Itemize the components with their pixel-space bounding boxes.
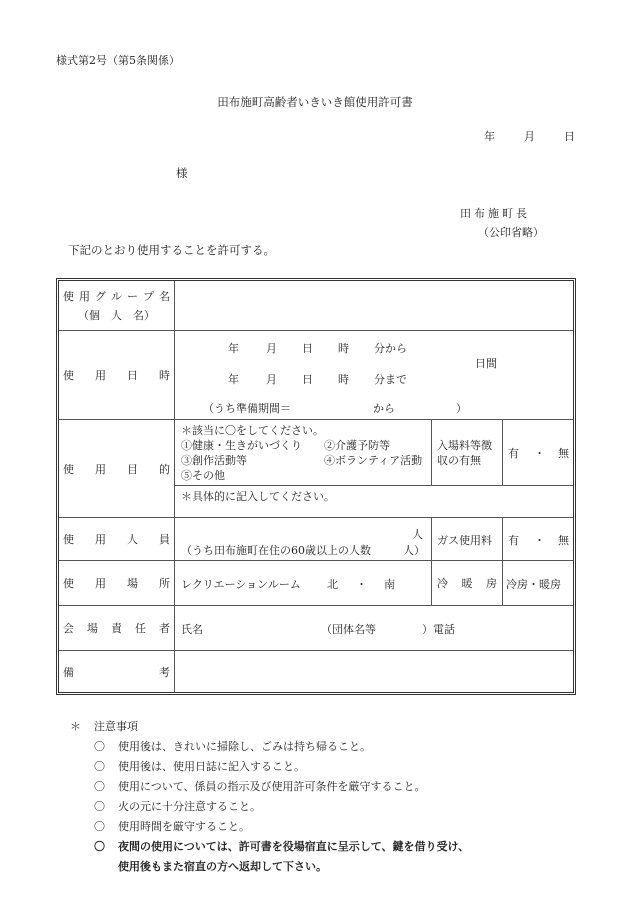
location-north: 北 [327, 578, 338, 591]
label-users: 使 用 人 員 [59, 518, 175, 560]
permit-table [56, 278, 576, 695]
note-item: 〇 使用後は、きれいに掃除し、ごみは持ち帰ること。 [94, 740, 371, 753]
fee-choice[interactable]: 有 ・ 無 [502, 420, 573, 485]
row-users [59, 518, 573, 561]
ac-choice[interactable]: 冷房・暖房 [502, 561, 573, 605]
location-south: 南 [384, 578, 395, 591]
addressee-suffix: 様 [176, 166, 188, 180]
row-group-name [59, 281, 573, 331]
purpose-option-2: ②介護予防等 [324, 439, 390, 452]
seal-note: （公印省略） [478, 226, 544, 239]
note-item: 〇 使用後は、使用日誌に記入すること。 [94, 760, 305, 773]
label-location: 使 用 場 所 [59, 561, 175, 605]
purpose-option-3: ③創作活動等 [181, 454, 247, 467]
row-purpose [59, 420, 573, 518]
row-remarks [59, 651, 573, 692]
manager-field[interactable]: 氏名 （団体名等 ）電話 [181, 623, 455, 636]
document-title: 田布施町高齢者いきいき館使用許可書 [217, 95, 413, 109]
notes-heading: ＊ 注意事項 [70, 720, 138, 733]
group-name-field[interactable] [175, 281, 573, 330]
label-usage-datetime: 使 用 日 時 [59, 331, 175, 419]
users-count-field[interactable]: 人 （うち田布施町在住の60歳以上の人数 人） [181, 528, 425, 557]
remarks-field[interactable] [175, 651, 573, 692]
date-year: 年 [484, 130, 495, 143]
note-item: 〇 使用時間を厳守すること。 [94, 820, 250, 833]
issuer: 田布施町長 [460, 207, 530, 220]
note-item: 〇 使用について、係員の指示及び使用許可条件を厳守すること。 [94, 780, 426, 793]
days-unit: 日間 [475, 357, 497, 370]
purpose-detail-field[interactable]: ＊具体的に記入してください。 [175, 485, 573, 517]
note-item: 〇 夜間の使用については、許可書を役場宿直に呈示して、鍵を借り受け、 [94, 840, 470, 853]
date-month: 月 [524, 130, 535, 143]
note-item-continuation: 使用後もまた宿直の方へ返却して下さい。 [118, 860, 327, 873]
purpose-options[interactable]: ＊該当に〇をしてください。 ①健康・生きがいづくり ②介護予防等 ③創作活動等 ④ボランティア活動 ⑤その他 [181, 424, 423, 482]
purpose-option-5: ⑤その他 [181, 469, 225, 482]
purpose-option-1: ①健康・生きがいづくり [181, 439, 302, 452]
gas-choice[interactable]: 有 ・ 無 [502, 518, 573, 560]
label-purpose: 使 用 目 的 [59, 420, 175, 517]
intro-text: 下記のとおり使用することを許可する。 [68, 243, 275, 257]
label-remarks: 備 考 [59, 651, 175, 692]
issue-date [484, 128, 575, 144]
row-manager [59, 606, 573, 651]
label-group-name: 使 用 グ ル ー プ 名 （個 人 名） [59, 281, 175, 330]
row-usage-datetime [59, 331, 573, 420]
date-day: 日 [564, 130, 575, 143]
usage-datetime-field[interactable]: 年 月 日 時 分から 年 月 日 時 分まで 日間 （うち準備期間＝ から ） [203, 342, 497, 415]
row-location [59, 561, 573, 606]
purpose-option-4: ④ボランティア活動 [324, 454, 423, 467]
form-number: 様式第2号（第5条関係） [56, 54, 180, 67]
label-manager: 会 場 責 任 者 [59, 606, 175, 650]
fee-label: 入場料等徴 収の有無 [431, 420, 502, 485]
ac-label: 冷 暖 房 [431, 561, 502, 605]
gas-label: ガス使用料 [431, 518, 502, 560]
note-item: 〇 火の元に十分注意すること。 [94, 800, 261, 813]
location-field[interactable]: レクリエーションルーム 北 ・ 南 [181, 578, 395, 591]
